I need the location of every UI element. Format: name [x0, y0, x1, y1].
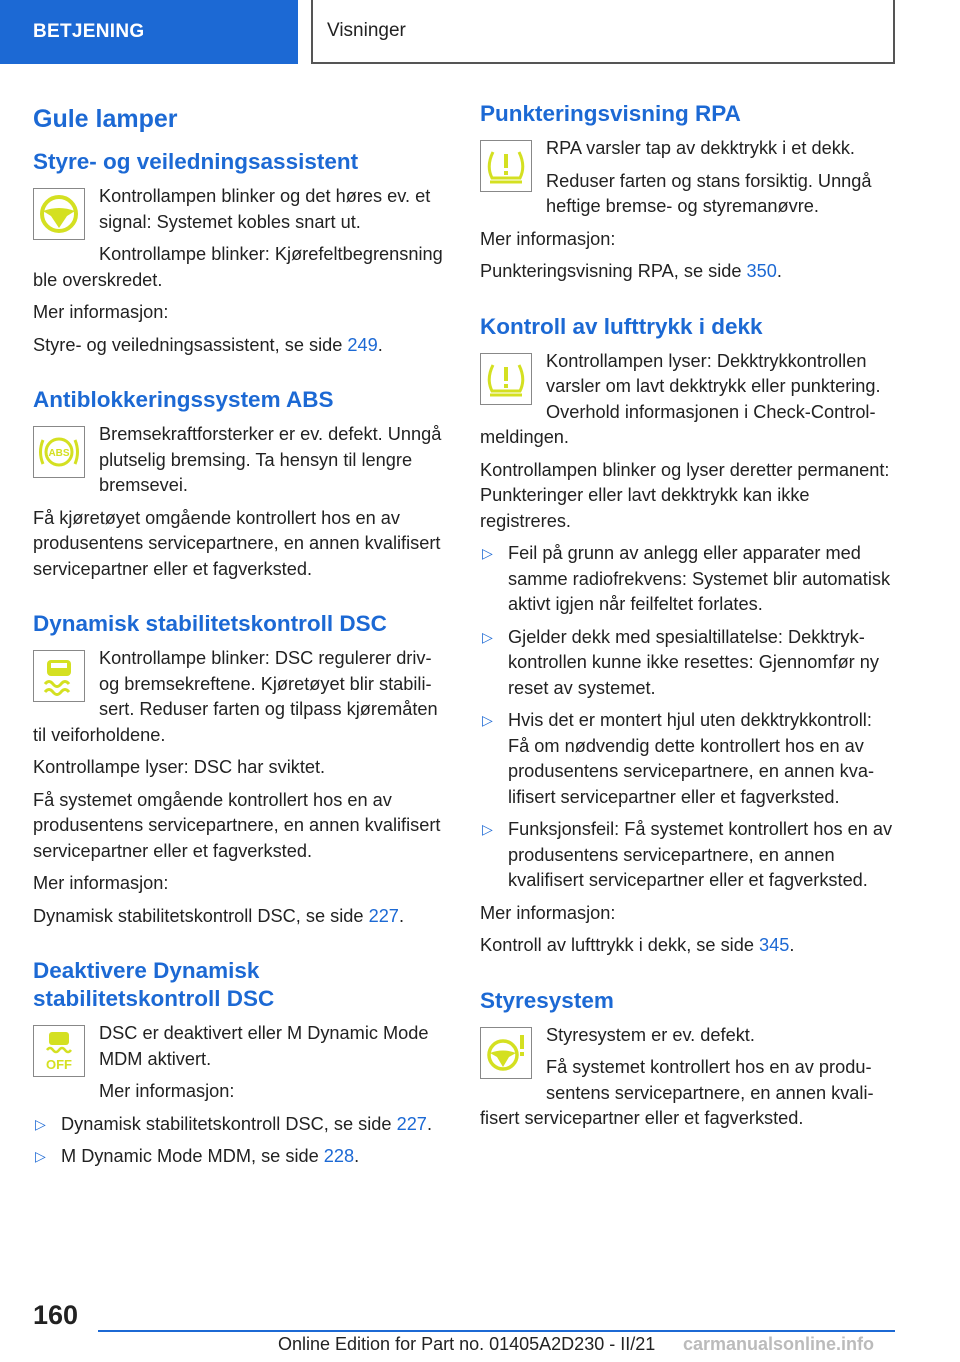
- paragraph: Kontrollampen blinker og lyser deretter permanent: Punkteringer eller lavt dekktrykk kan ikke registreres.: [480, 459, 890, 531]
- page-link[interactable]: 227: [368, 905, 399, 926]
- paragraph: Få systemet kontrollert hos en av produsentens servicepartnere, en annen kvalifisert servicepartner eller et fagverksted.: [480, 1057, 874, 1128]
- page-link[interactable]: 228: [323, 1146, 355, 1166]
- footer-divider: [98, 1330, 895, 1332]
- tire-pressure-warning-icon: [480, 353, 532, 405]
- reference-list: [33, 1112, 449, 1170]
- right-column: [480, 100, 896, 1160]
- section-heading: Styre- og veiledningsassistent: [33, 149, 359, 174]
- section-steering-system: [480, 987, 896, 1132]
- section-tire-pressure: [480, 313, 896, 959]
- edition-note: Online Edition for Part no. 01405A2D230 - II/21: [278, 1334, 656, 1354]
- tire-pressure-warning-icon: [480, 140, 532, 192]
- steering-wheel-icon: [33, 188, 85, 240]
- section-dsc: [33, 610, 449, 929]
- paragraph: Kontrollampe lyser: DSC har sviktet.: [33, 757, 326, 777]
- triangle-bullet-icon: ▷: [482, 821, 493, 837]
- page-title: Gule lamper: [33, 105, 178, 133]
- page-link[interactable]: 345: [759, 935, 790, 955]
- page-link[interactable]: 227: [396, 1113, 427, 1134]
- paragraph: Mer informasjon:: [33, 873, 169, 893]
- triangle-bullet-icon: ▷: [482, 712, 493, 728]
- triangle-bullet-icon: ▷: [35, 1115, 46, 1132]
- list-item: ▷ Funksjonsfeil: Få systemet kontrollert hos en av produsentens servicepartnere, en annen kvalifisert servicepartner eller et fagverksted.: [482, 819, 893, 890]
- svg-text:OFF: OFF: [46, 1057, 72, 1072]
- watermark: carmanualsonline.info: [683, 1334, 875, 1354]
- steering-warning-icon: [480, 1027, 532, 1079]
- paragraph: Få kjøretøyet omgående kontrollert hos en av produsentens servicepartnere, en annen kvalifisert servicepartner eller et fagverksted.: [33, 507, 441, 579]
- section-heading: Styresystem: [480, 987, 614, 1013]
- dsc-skid-icon: [33, 650, 85, 702]
- paragraph: RPA varsler tap av dekktrykk i et dekk.: [546, 138, 855, 158]
- section-steering-assistant: [33, 148, 449, 358]
- list-item: ▷ Gjelder dekk med spesialtillatelse: Dekktrykkontrollen kunne ikke resettes: Gjennomfør ny reset av systemet.: [482, 626, 879, 698]
- section-heading: Punkteringsvisning RPA: [480, 101, 741, 126]
- section-heading: Antiblokkeringssystem ABS: [33, 387, 334, 412]
- paragraph: Kontrollampe blinker: Kjørefeltbegrensning ble overskredet.: [33, 244, 443, 290]
- section-abs: [33, 386, 449, 582]
- list-item: ▷ Dynamisk stabilitetskontroll DSC, se side 227.: [33, 1112, 449, 1138]
- svg-text:ABS: ABS: [48, 448, 70, 459]
- page-number: 160: [33, 1300, 79, 1330]
- paragraph: Mer informasjon:: [99, 1081, 235, 1101]
- paragraph: Bremsekraftforsterker er ev. defekt. Unngå plutselig bremsing. Ta hensyn til lengre bremsevei.: [99, 424, 442, 495]
- triangle-bullet-icon: ▷: [35, 1148, 46, 1164]
- condition-list: [480, 541, 896, 894]
- paragraph: Kontrollampen blinker og det høres ev. et signal: Systemet kobles snart ut.: [99, 186, 431, 232]
- triangle-bullet-icon: ▷: [482, 628, 493, 645]
- page-header: [0, 0, 960, 66]
- chapter-tab[interactable]: Visninger: [311, 0, 895, 64]
- paragraph: Mer informasjon:: [480, 902, 616, 923]
- paragraph: Reduser farten og stans forsiktig. Unngå heftige bremse- og styremanøvre.: [546, 170, 872, 216]
- section-heading: Dynamisk stabilitetskontroll DSC: [33, 611, 387, 636]
- paragraph-ref: Styre- og veiledningsassistent, se side 249.: [33, 334, 383, 355]
- paragraph: DSC er deaktivert eller M Dynamic Mode MDM aktivert.: [99, 1023, 429, 1069]
- page-link[interactable]: 350: [746, 261, 777, 281]
- dsc-off-icon: [33, 1025, 85, 1077]
- list-item: ▷ Hvis det er montert hjul uten dekktrykkontroll: Få om nødvendig dette kontrollert hos en av produsentens servicepartnere, en annen kvalifisert servicepartner eller et fagverksted.: [482, 710, 875, 807]
- list-item: ▷ M Dynamic Mode MDM, se side 228.: [33, 1144, 449, 1170]
- left-column: [33, 100, 449, 1198]
- section-tab[interactable]: BETJENING: [0, 0, 298, 64]
- section-dsc-off: [33, 957, 449, 1170]
- list-item: ▷ Feil på grunn av anlegg eller apparater med samme radiofrekvens: Systemet blir automatisk aktivt igjen når feilfeltet forlates.: [482, 543, 891, 614]
- section-rpa: [480, 100, 896, 285]
- triangle-bullet-icon: ▷: [482, 545, 493, 561]
- section-heading: Deaktivere Dynamisk stabilitetskontroll DSC: [33, 958, 275, 1011]
- paragraph: Få systemet omgående kontrollert hos en av produsentens servicepartnere, en annen kvalifisert servicepartner eller et fagverksted.: [33, 789, 441, 861]
- paragraph: Mer informasjon:: [480, 228, 616, 249]
- paragraph-ref: Kontroll av lufttrykk i dekk, se side 345.: [480, 935, 795, 955]
- page-footer: [0, 1290, 960, 1362]
- section-heading: Kontroll av lufttrykk i dekk: [480, 313, 763, 339]
- paragraph: Kontrollampen lyser: Dekktrykkontrollen varsler om lavt dekktrykk eller punktering. Overhold informasjonen i Check-Control-meldingen.: [480, 350, 881, 447]
- paragraph-ref: Punkteringsvisning RPA, se side 350.: [480, 261, 782, 281]
- abs-icon: [33, 426, 85, 478]
- paragraph: Mer informasjon:: [33, 302, 169, 322]
- page-link[interactable]: 249: [347, 334, 378, 355]
- paragraph-ref: Dynamisk stabilitetskontroll DSC, se side 227.: [33, 905, 404, 926]
- paragraph: Styresystem er ev. defekt.: [546, 1024, 755, 1045]
- paragraph: Kontrollampe blinker: DSC regulerer driv- og bremsekreftene. Kjøretøyet blir stabilisert. Reduser farten og tilpass kjøremåten til veiforholdene.: [33, 648, 438, 745]
